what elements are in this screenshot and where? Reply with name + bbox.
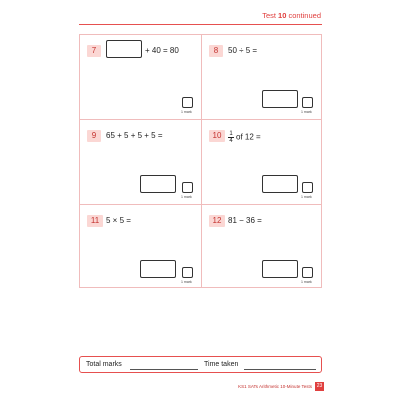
question-text: 50 ÷ 5 = bbox=[228, 46, 258, 55]
book-title: KS1 SATs Arithmetic 10-Minute Tests bbox=[238, 384, 312, 389]
question-number: 11 bbox=[87, 215, 103, 227]
page-header-title: Test 10 continued bbox=[262, 11, 321, 20]
question-text: 65 + 5 + 5 + 5 = bbox=[106, 131, 163, 140]
total-marks-field[interactable] bbox=[130, 369, 198, 370]
answer-box[interactable] bbox=[262, 175, 298, 193]
answer-box[interactable] bbox=[140, 175, 176, 193]
fraction: $\frac{1}{4}$ bbox=[229, 131, 233, 144]
mark-box[interactable] bbox=[302, 97, 313, 108]
mark-label: 1 mark bbox=[181, 110, 192, 114]
mark-label: 1 mark bbox=[301, 280, 312, 284]
answer-box[interactable] bbox=[140, 260, 176, 278]
question-cell bbox=[80, 120, 201, 204]
mark-label: 1 mark bbox=[181, 195, 192, 199]
question-cell bbox=[202, 205, 323, 289]
question-text: $\frac{1}{4}$ of 12 = bbox=[229, 131, 261, 144]
mark-box[interactable] bbox=[182, 267, 193, 278]
header-rule bbox=[79, 24, 322, 25]
question-grid bbox=[79, 34, 322, 288]
question-number: 8 bbox=[209, 45, 223, 57]
question-cell bbox=[202, 120, 323, 204]
question-text: 81 − 36 = bbox=[228, 216, 262, 225]
answer-box[interactable] bbox=[106, 40, 142, 58]
mark-box[interactable] bbox=[302, 182, 313, 193]
question-number: 10 bbox=[209, 130, 225, 142]
answer-box[interactable] bbox=[262, 260, 298, 278]
question-cell bbox=[202, 35, 323, 119]
question-number: 9 bbox=[87, 130, 101, 142]
question-number: 7 bbox=[87, 45, 101, 57]
question-text: + 40 = 80 bbox=[145, 46, 179, 55]
mark-label: 1 mark bbox=[301, 110, 312, 114]
mark-label: 1 mark bbox=[181, 280, 192, 284]
mark-box[interactable] bbox=[302, 267, 313, 278]
question-number: 12 bbox=[209, 215, 225, 227]
question-text: 5 × 5 = bbox=[106, 216, 131, 225]
total-marks-label: Total marks bbox=[86, 361, 122, 368]
time-taken-label: Time taken bbox=[204, 361, 239, 368]
question-cell bbox=[80, 205, 201, 289]
mark-label: 1 mark bbox=[301, 195, 312, 199]
score-footer bbox=[79, 356, 322, 373]
page-number: 23 bbox=[316, 383, 323, 389]
mark-box[interactable] bbox=[182, 97, 193, 108]
time-taken-field[interactable] bbox=[244, 369, 316, 370]
mark-box[interactable] bbox=[182, 182, 193, 193]
question-cell bbox=[80, 35, 201, 119]
answer-box[interactable] bbox=[262, 90, 298, 108]
